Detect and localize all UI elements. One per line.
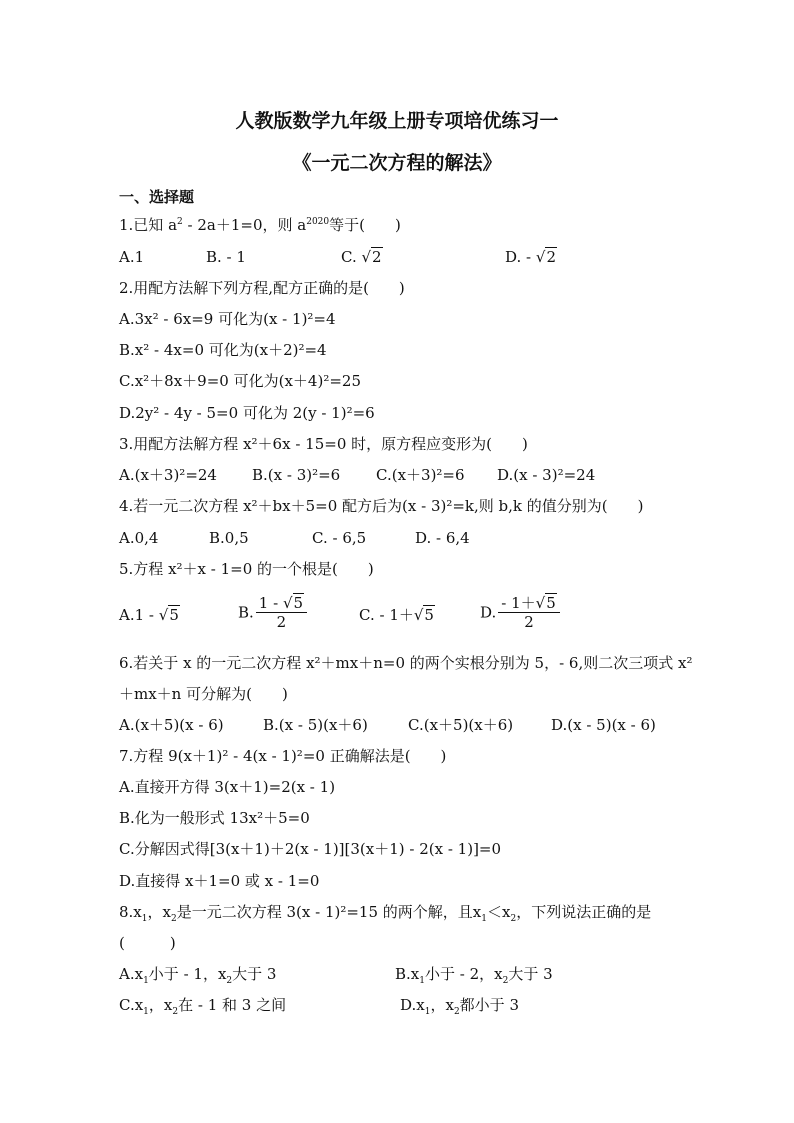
question-7-option-a[interactable]: A.直接开方得 3(x＋1)=2(x - 1) bbox=[119, 778, 336, 796]
option-b[interactable]: B. $\frac{1 - √5}{2}$ bbox=[238, 594, 307, 631]
option-d[interactable]: D.(x - 5)(x - 6) bbox=[551, 716, 656, 734]
option-d[interactable]: $D.x_1$，$x_2$都小于 3 bbox=[400, 996, 519, 1017]
option-c[interactable]: C. √2 bbox=[341, 248, 382, 266]
question-1-options bbox=[119, 247, 679, 267]
option-c[interactable]: C. - 1＋√5 bbox=[359, 606, 434, 624]
option-d[interactable]: D. - √2 bbox=[505, 248, 556, 266]
option-a[interactable]: A.(x＋3)²=24 bbox=[119, 466, 217, 484]
question-2-option-c[interactable]: C.x²＋8x＋9=0 可化为(x＋4)²=25 bbox=[119, 372, 361, 390]
question-5-stem: 5.方程 x²＋x - 1=0 的一个根是( ) bbox=[119, 560, 374, 578]
question-8-options-row-2 bbox=[119, 995, 679, 1015]
option-a[interactable]: A.(x＋5)(x - 6) bbox=[119, 716, 224, 734]
question-1-stem: 1.已知 $a^2 - 2a+1=0$，则 $a^{2020}$等于( ) bbox=[119, 216, 401, 234]
question-7-option-b[interactable]: B.化为一般形式 13x²＋5=0 bbox=[119, 809, 310, 827]
option-a[interactable]: A.1 bbox=[119, 248, 145, 266]
option-c[interactable]: $C.x_1$，$x_2$在 - 1 和 3 之间 bbox=[119, 996, 287, 1017]
option-a[interactable]: $A.x_1$小于 - 1，$x_2$大于 3 bbox=[119, 965, 277, 986]
option-d[interactable]: D. - 6,4 bbox=[415, 529, 470, 547]
question-3-options bbox=[119, 465, 679, 485]
option-a[interactable]: A.1 - √5 bbox=[119, 606, 179, 624]
question-2-option-b[interactable]: B.x² - 4x=0 可化为(x＋2)²=4 bbox=[119, 341, 327, 359]
option-b[interactable]: B. - 1 bbox=[206, 248, 246, 266]
option-d[interactable]: D. $\frac{- 1+√5}{2}$ bbox=[480, 594, 560, 631]
section-heading: 一、选择题 bbox=[119, 188, 195, 206]
option-d[interactable]: D.(x - 3)²=24 bbox=[497, 466, 596, 484]
option-c[interactable]: C.(x＋3)²=6 bbox=[376, 466, 465, 484]
question-6-stem-line-2: ＋mx＋n 可分解为( ) bbox=[119, 685, 288, 703]
question-8-stem-line-1: $8.x_1$，$x_2$是一元二次方程 3(x - 1)²=15 的两个解，且$x_1<x_2$，下列说法正确的是 bbox=[119, 903, 652, 924]
page-subtitle: 《一元二次方程的解法》 bbox=[292, 152, 502, 174]
question-7-option-c[interactable]: C.分解因式得[3(x＋1)＋2(x - 1)][3(x＋1) - 2(x - 1)]=0 bbox=[119, 840, 502, 858]
question-7-stem: 7.方程 9(x＋1)² - 4(x - 1)²=0 正确解法是( ) bbox=[119, 747, 447, 765]
option-b[interactable]: $B.x_1$小于 - 2，$x_2$大于 3 bbox=[395, 965, 553, 986]
question-8-stem-line-2: ( ) bbox=[119, 934, 176, 952]
question-4-options bbox=[119, 528, 679, 548]
question-4-stem: 4.若一元二次方程 x²＋bx＋5=0 配方后为(x - 3)²=k,则 b,k 的值分别为( ) bbox=[119, 497, 644, 515]
option-c[interactable]: C.(x＋5)(x＋6) bbox=[408, 716, 514, 734]
option-b[interactable]: B.(x - 5)(x＋6) bbox=[263, 716, 368, 734]
question-6-stem-line-1: 6.若关于 x 的一元二次方程 x²＋mx＋n=0 的两个实根分别为 5，- 6,则二次三项式 x² bbox=[119, 654, 693, 672]
option-a[interactable]: A.0,4 bbox=[119, 529, 159, 547]
page-title: 人教版数学九年级上册专项培优练习一 bbox=[235, 110, 559, 132]
question-2-option-d[interactable]: D.2y² - 4y - 5=0 可化为 2(y - 1)²=6 bbox=[119, 404, 375, 422]
question-7-option-d[interactable]: D.直接得 x＋1=0 或 x - 1=0 bbox=[119, 872, 320, 890]
question-5-options bbox=[119, 594, 679, 638]
option-c[interactable]: C. - 6,5 bbox=[312, 529, 367, 547]
question-8-options-row-1 bbox=[119, 964, 679, 984]
question-6-options bbox=[119, 715, 679, 735]
option-b[interactable]: B.(x - 3)²=6 bbox=[252, 466, 341, 484]
option-b[interactable]: B.0,5 bbox=[209, 529, 249, 547]
question-2-stem: 2.用配方法解下列方程,配方正确的是( ) bbox=[119, 279, 405, 297]
question-2-option-a[interactable]: A.3x² - 6x=9 可化为(x - 1)²=4 bbox=[119, 310, 336, 328]
question-3-stem: 3.用配方法解方程 x²＋6x - 15=0 时，原方程应变形为( ) bbox=[119, 435, 528, 453]
